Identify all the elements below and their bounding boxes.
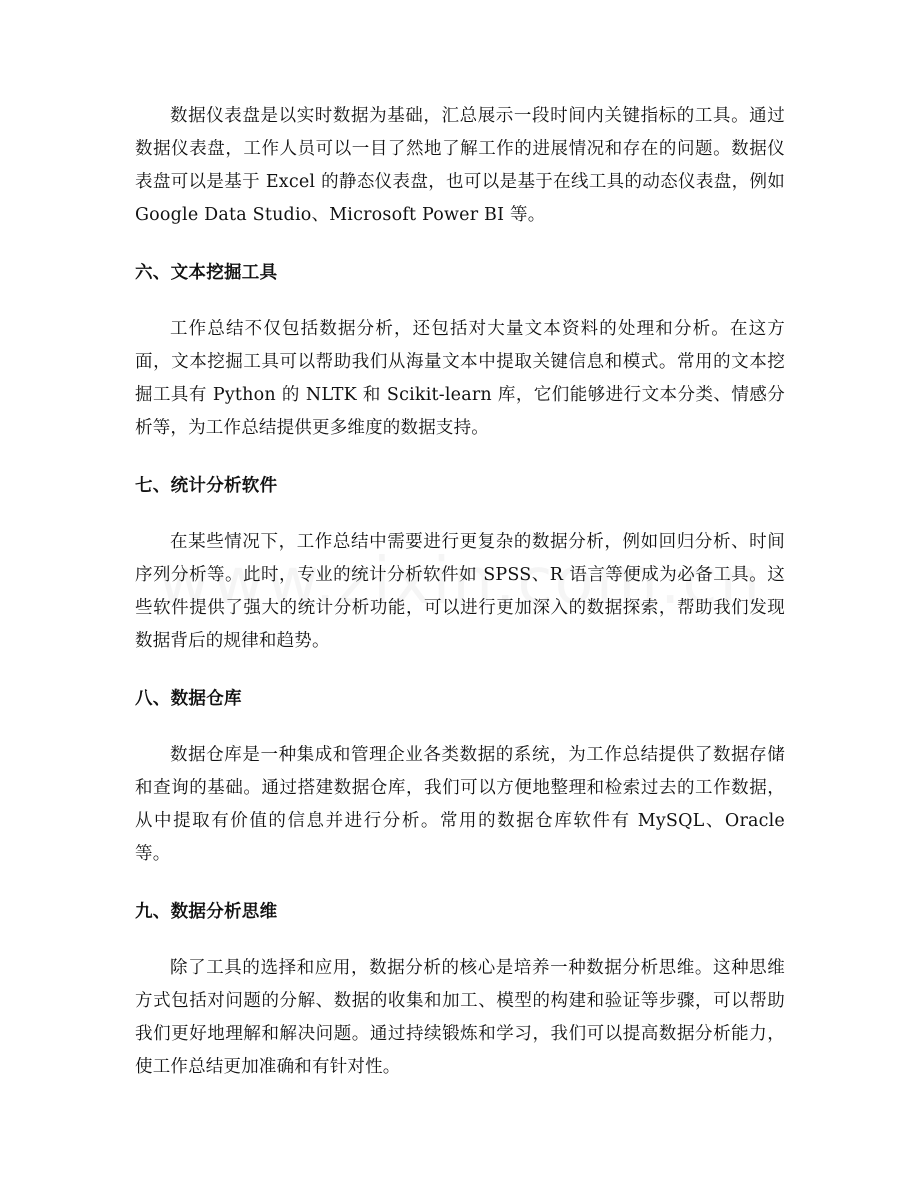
spacer xyxy=(135,716,785,739)
spacer xyxy=(135,503,785,526)
intro-paragraph: 数据仪表盘是以实时数据为基础，汇总展示一段时间内关键指标的工具。通过数据仪表盘，工作人员可以一目了然地了解工作的进展情况和存在的问题。数据仪表盘可以是基于 Excel 的静态仪表盘，也可以是基于在线工具的动态仪表盘，例如 Google Data Studio、Microsoft Power BI 等。 xyxy=(135,106,785,225)
spacer xyxy=(135,871,785,896)
document-body xyxy=(135,100,785,1084)
section-paragraph-9: 除了工具的选择和应用，数据分析的核心是培养一种数据分析思维。这种思维方式包括对问题的分解、数据的收集和加工、模型的构建和验证等步骤，可以帮助我们更好地理解和解决问题。通过持续锻炼和学习，我们可以提高数据分析能力，使工作总结更加准确和有针对性。 xyxy=(135,958,785,1077)
spacer xyxy=(135,658,785,683)
spacer xyxy=(135,445,785,470)
spacer xyxy=(135,232,785,257)
section-heading-8: 八、数据仓库 xyxy=(135,689,242,709)
spacer xyxy=(135,290,785,313)
section-paragraph-6: 工作总结不仅包括数据分析，还包括对大量文本资料的处理和分析。在这方面，文本挖掘工具可以帮助我们从海量文本中提取关键信息和模式。常用的文本挖掘工具有 Python 的 NLTK 和 Scikit-learn 库，它们能够进行文本分类、情感分析等，为工作总结提供更多维度的数据支持。 xyxy=(135,319,785,438)
section-heading-6: 六、文本挖掘工具 xyxy=(135,263,278,283)
section-paragraph-8: 数据仓库是一种集成和管理企业各类数据的系统，为工作总结提供了数据存储和查询的基础。通过搭建数据仓库，我们可以方便地整理和检索过去的工作数据，从中提取有价值的信息并进行分析。常用的数据仓库软件有 MySQL、Oracle 等。 xyxy=(135,745,785,864)
section-heading-9: 九、数据分析思维 xyxy=(135,902,278,922)
section-heading-7: 七、统计分析软件 xyxy=(135,476,278,496)
spacer xyxy=(135,929,785,952)
section-paragraph-7: 在某些情况下，工作总结中需要进行更复杂的数据分析，例如回归分析、时间序列分析等。此时，专业的统计分析软件如 SPSS、R 语言等便成为必备工具。这些软件提供了强大的统计分析功能，可以进行更加深入的数据探索，帮助我们发现数据背后的规律和趋势。 xyxy=(135,532,785,651)
